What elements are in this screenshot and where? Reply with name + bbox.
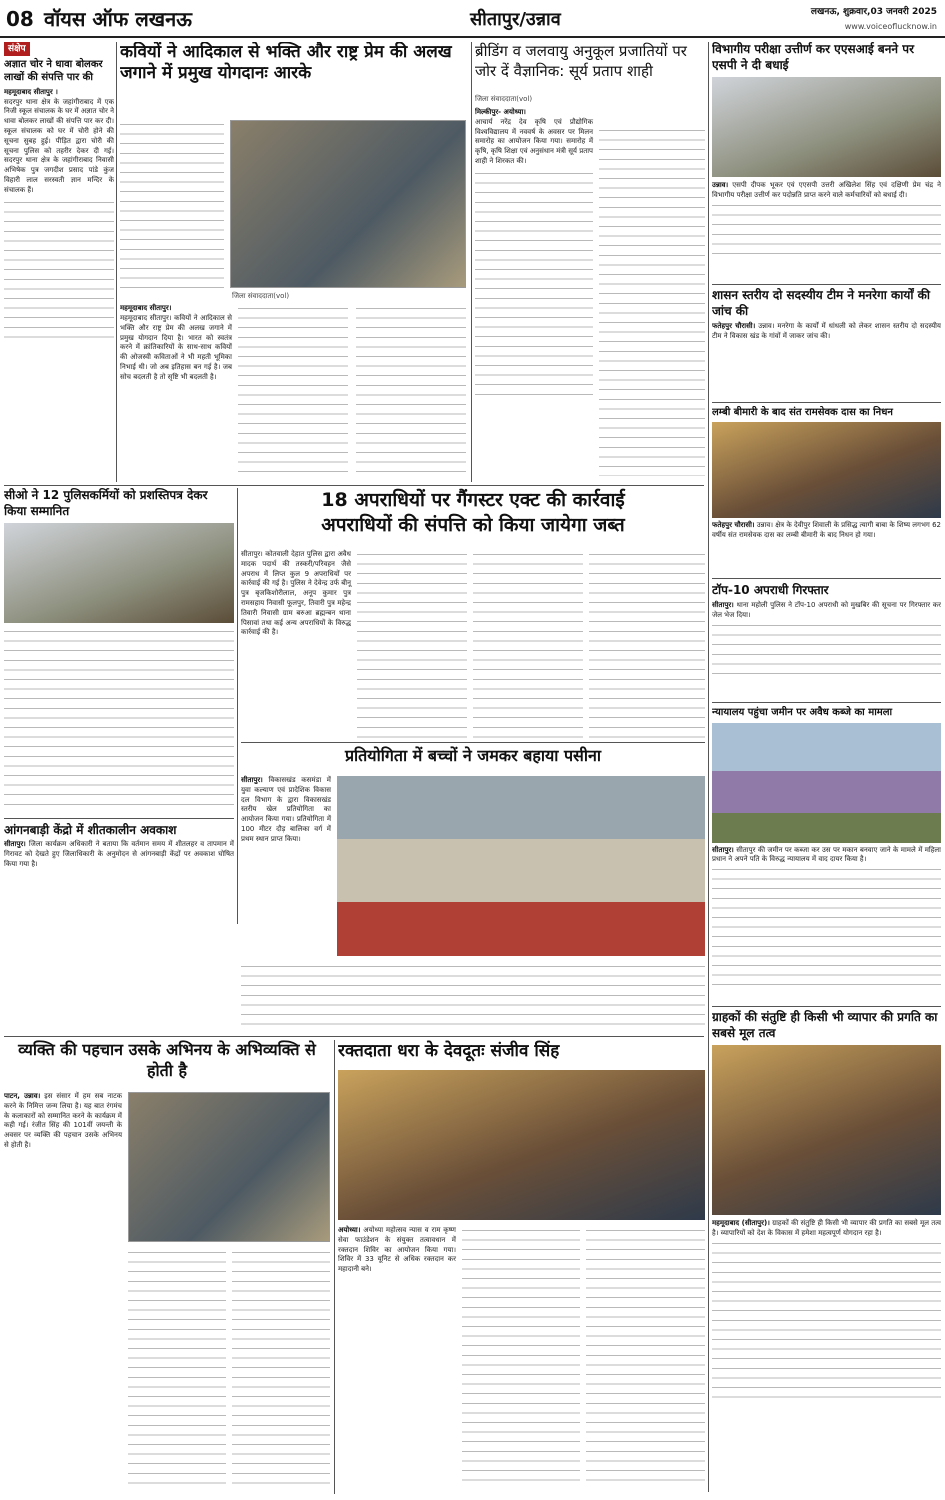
story-asi-photo (712, 77, 941, 177)
story-acting-body: इस संसार में हम सब नाटक करने के निमित्त जन्म लिया है। यह बात रंगमंच के कलाकारों को सम्मानित करने के कार्यक्रम में कही गई। रंजीत सिंह की 101वीं जयन्ती के अवसर पर व्यक्ति की पहचान उसके अभिनय से होती है। (4, 1092, 122, 1149)
story-saint-dateline: फतेहपुर चौरासी। (712, 521, 755, 529)
story-customer-photo (712, 1045, 941, 1215)
story-co-photo (4, 523, 234, 623)
story-land-photo (712, 723, 941, 843)
story-mnrega-body: उन्नाव। मनरेगा के कार्यों में धांधली को लेकर शासन स्तरीय दो सदस्यीय टीम ने विकास खंड के गांवों में जाकर जांच की। (712, 322, 941, 340)
story-breeding-body: आचार्य नरेंद्र देव कृषि एवं प्रौद्योगिक विश्वविद्यालय में नववर्ष के अवसर पर मिलन समारोह का आयोजन किया गया। समारोह में कृषि, कृषि शिक्षा एवं अनुसंधान मंत्री सूर्य प्रताप शाही ने शिरकत की। (475, 117, 593, 166)
text-column (357, 550, 467, 740)
story-top10-headline: टॉप-10 अपराधी गिरफ्तार (712, 583, 829, 597)
story-saint-headline: लम्बी बीमारी के बाद संत रामसेवक दास का निधन (712, 407, 893, 418)
text-column (356, 304, 466, 474)
story-gangster-headline-1: 18 अपराधियों पर गैंगस्टर एक्ट की कार्रवाई (321, 489, 625, 511)
story-asi (712, 42, 941, 282)
story-gangster-headline-2: अपराधियों की संपत्ति को किया जायेगा जब्त (321, 513, 625, 536)
story-donor-body: अयोध्या महोत्सव न्यास व राम कृष्ण सेवा फाउंडेशन के संयुक्त तत्वावधान में रक्तदान शिविर का आयोजन किया गया। शिविर में 33 यूनिट से अधिक रक्तदान कर महादानी बने। (338, 1226, 456, 1274)
sidebar-label: संक्षेप (4, 42, 30, 56)
story-land (712, 706, 941, 1002)
story-mnrega-headline: शासन स्तरीय दो सदस्यीय टीम ने मनरेगा कार्यों की जांच की (712, 288, 930, 318)
text-column (4, 627, 234, 807)
story-saint (712, 406, 941, 574)
story-customer-headline: ग्राहकों की संतुष्टि ही किसी भी व्यापार की प्रगति का सबसे मूल तत्व (712, 1010, 938, 1040)
text-column (475, 169, 593, 399)
story-poets-headline: कवियों ने आदिकाल से भक्ति और राष्ट्र प्रेम की अलख जगाने में प्रमुख योगदानः आरके (120, 42, 452, 83)
story-anganwadi-headline: आंगनबाड़ी केंद्रो में शीतकालीन अवकाश (4, 823, 177, 837)
text-column (473, 550, 583, 740)
story-customer (712, 1010, 941, 1494)
story-anganwadi-body: जिला कार्यक्रम अधिकारी ने बताया कि वर्तमान समय में शीतलहर व तापमान में गिरावट को देखते हुए जिलाधिकारी के अनुमोदन से आंगनबाड़ी केंद्रों पर अवकाश घोषित किया गया है। (4, 840, 234, 868)
text-column (586, 1226, 705, 1486)
story-mnrega-dateline: फतेहपुर चौरासी। (712, 322, 756, 331)
story-saint-body: उन्नाव। क्षेत्र के देवीपुर शिवाली के प्रसिद्ध त्यागी बाबा के शिष्य लगभग 62 वर्षीय संत रामसेवक दास का लम्बी बीमारी के बाद निधन हो गया। (712, 521, 941, 539)
story-breeding-credit: जिला संवाददाता(vol) (475, 95, 533, 103)
section-title: सीतापुर/उन्नाव (470, 9, 561, 30)
story-asi-headline: विभागीय परीक्षा उत्तीर्ण कर एएसआई बनने पर एसपी ने दी बधाई (712, 42, 914, 72)
brand-name: वॉयस ऑफ लखनऊ (44, 7, 192, 31)
story-mnrega (712, 288, 941, 398)
masthead (0, 0, 945, 38)
text-column (128, 1248, 226, 1488)
text-column (462, 1226, 580, 1486)
story-customer-body: ग्राहकों की संतुष्टि ही किसी भी व्यापार की प्रगति का सबसे मूल तत्व है। व्यापारियों को देश के विकास में हमेशा महत्वपूर्ण योगदान रहा है। (712, 1219, 941, 1237)
story-acting-dateline: पाटन, उन्नाव। (4, 1092, 41, 1100)
story-co-headline: सीओ ने 12 पुलिसकर्मियों को प्रशस्तिपत्र देकर किया सम्मानित (4, 488, 208, 518)
story-acting (4, 1040, 330, 1494)
story-contest-body: विकासखंड कसमंडा में युवा कल्याण एवं प्रादेशिक विकास दल विभाग के द्वारा विकासखंड स्तरीय खेल प्रतियोगिता का आयोजन किया गया। प्रतियोगिता में 100 मीटर दौड़ बालिका वर्ग में प्रथम स्थान प्राप्त किया। (241, 776, 331, 843)
website-link[interactable]: www.voiceoflucknow.in (844, 22, 937, 31)
story-saint-photo (712, 422, 941, 518)
text-column (4, 198, 114, 338)
text-column (599, 126, 705, 476)
story-land-headline: न्यायालय पहुंचा जमीन पर अवैध कब्जे का मामला (712, 707, 893, 718)
story-poets-credit: जिला संवाददाता(vol) (232, 292, 290, 300)
story-land-dateline: सीतापुर। (712, 845, 734, 854)
story-anganwadi-dateline: सीतापुर। (4, 840, 26, 848)
story-top10 (712, 582, 941, 698)
sidebar-brief-1-dateline: महमूदाबाद सीतापुर । (4, 88, 58, 97)
story-breeding (475, 42, 705, 482)
text-column (712, 865, 941, 985)
story-poets-dateline: महमूदाबाद सीतापुर। (120, 304, 172, 312)
story-contest-photo (337, 776, 705, 956)
story-donor-photo (338, 1070, 705, 1220)
text-column (241, 962, 705, 1032)
story-top10-dateline: सीतापुर। (712, 601, 734, 610)
story-asi-dateline: उन्नाव। (712, 181, 729, 190)
text-column (589, 550, 705, 740)
story-donor (338, 1040, 705, 1494)
story-co (4, 488, 234, 924)
text-column (232, 1248, 330, 1488)
story-poets (120, 42, 468, 482)
text-column (238, 304, 348, 474)
story-breeding-headline: ब्रीडिंग व जलवायु अनुकूल प्रजातियों पर जोर दें वैज्ञानिक: सूर्य प्रताप शाही (475, 42, 687, 80)
story-contest (241, 746, 705, 1032)
story-breeding-dateline: मिल्कीपुर- अयोध्या। (475, 108, 526, 117)
text-column (712, 201, 941, 261)
sidebar-brief-1-body: सदरपुर थाना क्षेत्र के जहांगीराबाद में एक निजी स्कूल संचालक के घर में अज्ञात चोर ने धावा बोलकर लाखों की संपत्ति पार कर दी। स्कूल संचालक को घर में चोरी होने की सूचना सुबह हुई। पीड़ित द्वारा चोरी की सूचना पुलिस को तहरीर देकर दी गई। सदरपुर थाना क्षेत्र के जहांगीराबाद निवासी अभिषेक पुत्र जगदीश प्रसाद पांडे कुंज विहारी लाल सरस्वती ज्ञान मन्दिर के संचालक हैं। (4, 97, 114, 194)
story-acting-photo (128, 1092, 330, 1242)
text-column (712, 1239, 941, 1399)
story-acting-headline: व्यक्ति की पहचान उसके अभिनय के अभिव्यक्ति से होती है (18, 1040, 316, 1080)
story-poets-photo (230, 120, 466, 288)
text-column (120, 120, 224, 288)
story-asi-body: एसपी दीपक भूकर एवं एएसपी उत्तरी अखिलेश सिंह एवं दक्षिणी प्रेम चंद्र ने विभागीय परीक्षा उत्तीर्ण कर पदोन्नति प्राप्त करने वाले कर्मचारियों को बधाई दी। (712, 181, 941, 199)
story-poets-body: महमूदाबाद सीतापुर। कवियों ने आदिकाल से भक्ति और राष्ट्र प्रेम की अलख जगाने में प्रमुख योगदान दिया है। भारत को स्वतंत्र करने में क्रांतिकारियों के साथ-साथ कवियों की ओजस्वी कविताओं ने भी महती भूमिका निभाई थी। जो अब इतिहास बन गई है। जब सोच बदलती है तो सृष्टि भी बदलती है। (120, 314, 232, 381)
issue-date: लखनऊ, शुक्रवार,03 जनवरी 2025 (810, 7, 937, 17)
sidebar-brief-1-headline: अज्ञात चोर ने धावा बोलकर लाखों की संपत्ति पार की (4, 59, 103, 83)
story-land-body: सीतापुर की जमीन पर कब्जा कर उस पर मकान बनवाए जाने के मामले में महिला प्रधान ने अपने पति के विरुद्ध न्यायालय में वाद दायर किया है। (712, 845, 941, 864)
story-contest-headline: प्रतियोगिता में बच्चों ने जमकर बहाया पसीना (344, 746, 602, 765)
text-column (712, 621, 941, 681)
story-donor-headline: रक्तदाता धरा के देवदूतः संजीव सिंह (338, 1041, 560, 1061)
story-donor-dateline: अयोध्या। (338, 1226, 361, 1234)
story-customer-dateline: महमूदाबाद (सीतापुर)। (712, 1219, 770, 1228)
story-top10-body: थाना महोली पुलिस ने टॉप-10 अपराधी को मुखबिर की सूचना पर गिरफ्तार कर जेल भेज दिया। (712, 601, 941, 619)
page-number: 08 (6, 7, 34, 31)
sidebar-brief (4, 42, 114, 482)
story-gangster-body: सीतापुर। कोतवाली देहात पुलिस द्वारा अवैध मादक पदार्थ की तस्करी/परिवहन जैसे अपराध में लिप्त कुल 9 अपराधियों पर कार्रवाई की गई है। पुलिस ने देवेन्द्र उर्फ बीनू पुत्र बृजकिशोरीलाल, अनूप कुमार पुत्र रामसहाय निवासी फूलपुर, तिवारी पुत्र महेन्द्र तिवारी निवासी ग्राम बरुआ ब्रह्मन्बन थाना पिसावां तथा कई अन्य अपराधियों के विरुद्ध कार्रवाई की है। (241, 550, 351, 637)
story-contest-dateline: सीतापुर। (241, 776, 263, 784)
